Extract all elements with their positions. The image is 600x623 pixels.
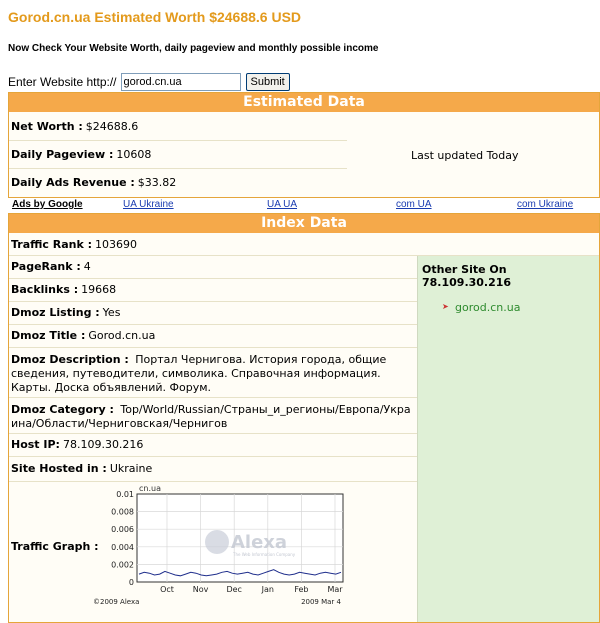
host-ip-label: Host IP: bbox=[11, 438, 60, 451]
traffic-rank-row bbox=[9, 234, 599, 256]
chart-title: cn.ua bbox=[139, 484, 161, 493]
website-form bbox=[8, 72, 290, 92]
x-tick-label: Jan bbox=[261, 585, 274, 594]
pagerank-row bbox=[9, 256, 417, 279]
index-data-section bbox=[8, 213, 600, 623]
ad-link-ua-ua[interactable]: UA UA bbox=[267, 199, 298, 210]
alexa-logo-icon bbox=[205, 530, 229, 554]
traffic-rank-label: Traffic Rank : bbox=[11, 237, 93, 251]
y-tick-label: 0.004 bbox=[111, 542, 134, 552]
dmoz-description-row bbox=[9, 348, 417, 398]
backlinks-value: 19668 bbox=[81, 283, 117, 296]
host-ip-row bbox=[9, 434, 417, 457]
x-tick-label: Nov bbox=[192, 585, 209, 594]
daily-ads-row bbox=[9, 169, 347, 197]
chart-footer-left: ©2009 Alexa bbox=[93, 598, 140, 606]
site-hosted-value: Ukraine bbox=[109, 462, 153, 475]
ads-bar bbox=[8, 197, 600, 213]
estimated-data-section bbox=[8, 92, 600, 198]
arrow-icon: ➤ bbox=[442, 302, 449, 311]
site-hosted-row bbox=[9, 457, 417, 482]
estimated-data-header: Estimated Data bbox=[9, 93, 599, 112]
daily-ads-value: $33.82 bbox=[137, 176, 177, 189]
dmoz-title-value: Gorod.cn.ua bbox=[88, 329, 156, 342]
index-data-header: Index Data bbox=[9, 214, 599, 233]
traffic-graph-row bbox=[9, 482, 417, 612]
net-worth-label: Net Worth : bbox=[11, 119, 83, 133]
x-tick-label: Oct bbox=[160, 585, 174, 594]
ad-link-com-ukraine[interactable]: com Ukraine bbox=[517, 199, 574, 210]
dmoz-description-label: Dmoz Description : bbox=[11, 353, 129, 366]
traffic-graph-label: Traffic Graph : bbox=[11, 540, 99, 553]
site-hosted-label: Site Hosted in : bbox=[11, 462, 107, 475]
dmoz-title-row bbox=[9, 325, 417, 348]
daily-pageview-value: 10608 bbox=[116, 147, 152, 161]
net-worth-row bbox=[9, 113, 347, 141]
last-updated-text: Last updated Today bbox=[411, 149, 519, 162]
other-site-item[interactable] bbox=[418, 289, 599, 314]
y-tick-label: 0 bbox=[128, 578, 134, 587]
backlinks-label: Backlinks : bbox=[11, 283, 79, 296]
y-tick-label: 0.01 bbox=[116, 490, 134, 499]
pagerank-value: 4 bbox=[83, 260, 91, 273]
traffic-rank-value: 103690 bbox=[95, 237, 138, 251]
other-sites-panel bbox=[417, 256, 599, 622]
pagerank-label: PageRank : bbox=[11, 260, 81, 273]
index-data-list bbox=[9, 234, 417, 612]
website-input[interactable] bbox=[121, 73, 241, 91]
chart-footer-right: 2009 Mar 4 bbox=[301, 598, 341, 606]
dmoz-listing-label: Dmoz Listing : bbox=[11, 306, 100, 319]
dmoz-category-value[interactable]: Top/World/Russian/Страны_и_регионы/Европа/Украина/Области/Черниговская/Чернигов bbox=[11, 403, 411, 430]
page-subtitle: Now Check Your Website Worth, daily pageview and monthly possible income bbox=[8, 43, 379, 54]
dmoz-listing-row bbox=[9, 302, 417, 325]
net-worth-value: $24688.6 bbox=[85, 119, 139, 133]
y-tick-label: 0.006 bbox=[111, 525, 134, 535]
dmoz-category-row bbox=[9, 398, 417, 434]
dmoz-listing-value: Yes bbox=[102, 306, 121, 319]
y-tick-label: 0.002 bbox=[111, 560, 134, 570]
ad-link-com-ua[interactable]: com UA bbox=[396, 199, 432, 210]
other-site-link[interactable]: gorod.cn.ua bbox=[455, 301, 521, 314]
daily-ads-label: Daily Ads Revenue : bbox=[11, 176, 135, 189]
dmoz-title-label: Dmoz Title : bbox=[11, 329, 86, 342]
ads-by-google-link[interactable]: Ads by Google bbox=[12, 199, 83, 210]
page-title: Gorod.cn.ua Estimated Worth $24688.6 USD bbox=[8, 9, 302, 25]
daily-pageview-label: Daily Pageview : bbox=[11, 147, 114, 161]
backlinks-row bbox=[9, 279, 417, 302]
ad-link-ua-ukraine[interactable]: UA Ukraine bbox=[123, 199, 174, 210]
watermark-tagline: The Web Information Company bbox=[233, 552, 296, 557]
x-tick-label: Mar bbox=[327, 585, 343, 594]
host-ip-value: 78.109.30.216 bbox=[62, 438, 144, 451]
traffic-chart bbox=[93, 482, 353, 612]
dmoz-category-label: Dmoz Category : bbox=[11, 403, 114, 416]
other-sites-header: Other Site On 78.109.30.216 bbox=[422, 263, 512, 289]
watermark-text: Alexa bbox=[231, 532, 288, 553]
y-tick-label: 0.008 bbox=[111, 507, 134, 517]
dmoz-description-value: Портал Чернигова. История города, общие сведения, путеводители, символика. Справочная информация. Карты. Доска объявлений. Форум. bbox=[11, 353, 387, 394]
submit-button[interactable]: Submit bbox=[246, 73, 290, 91]
daily-pageview-row bbox=[9, 141, 347, 169]
x-tick-label: Dec bbox=[226, 585, 242, 594]
enter-website-label: Enter Website http:// bbox=[8, 75, 117, 89]
x-tick-label: Feb bbox=[294, 585, 309, 594]
